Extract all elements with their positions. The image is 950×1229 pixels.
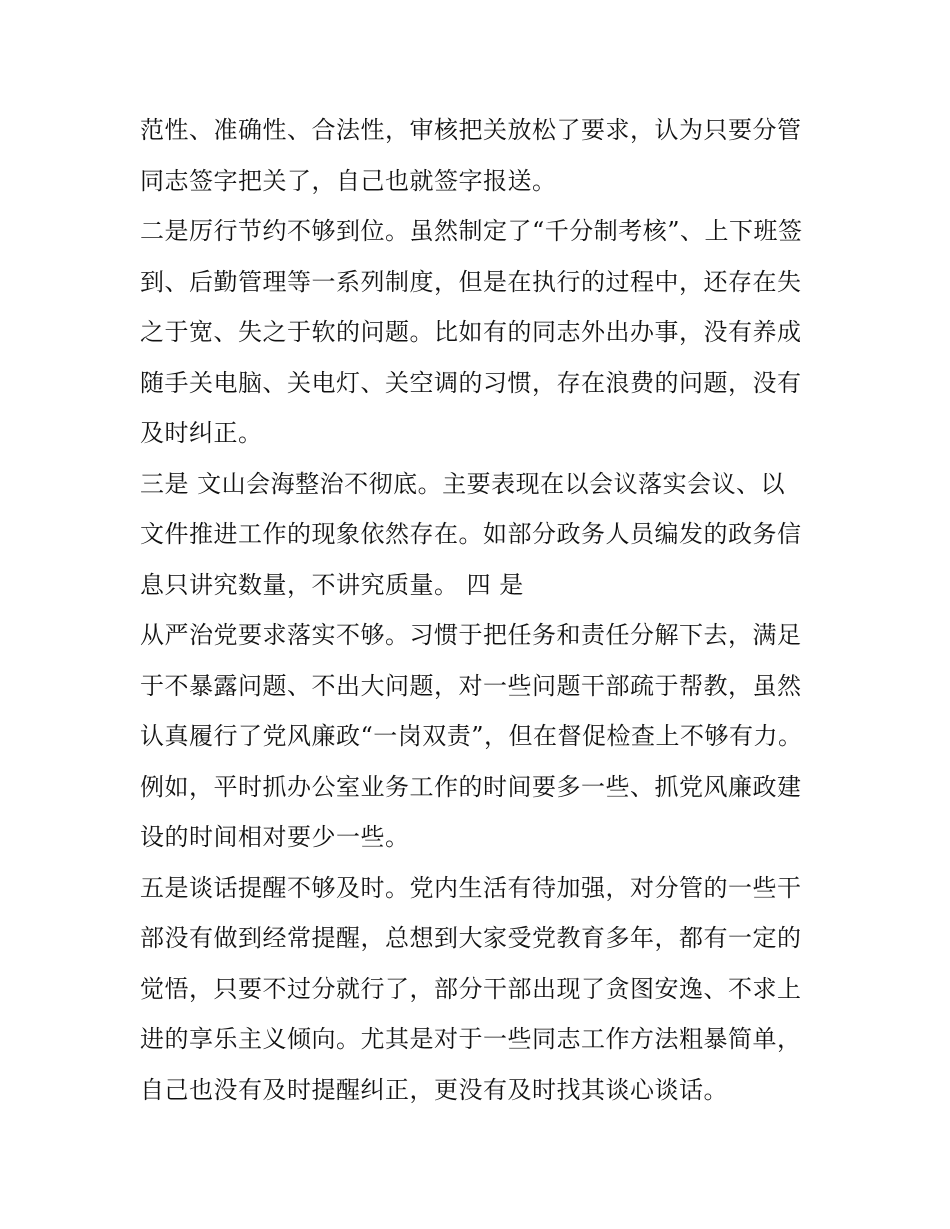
- text-line: 于不暴露问题、不出大问题，对一些问题干部疏于帮教，虽然: [140, 672, 802, 700]
- text-line: 觉悟，只要不过分就行了，部分干部出现了贪图安逸、不求上: [140, 975, 802, 1003]
- text-line: 设的时间相对要少一些。: [140, 823, 410, 851]
- text-line: 文件推进工作的现象依然存在。如部分政务人员编发的政务信: [140, 520, 802, 548]
- text-line: 随手关电脑、关电灯、关空调的习惯，存在浪费的问题，没有: [140, 369, 802, 397]
- text-line: 二是厉行节约不够到位。虽然制定了“千分制考核”、上下班签: [140, 217, 803, 245]
- text-line: 息只讲究数量，不讲究质量。 四 是: [140, 571, 524, 599]
- text-line: 例如，平时抓办公室业务工作的时间要多一些、抓党风廉政建: [140, 773, 802, 801]
- text-line: 之于宽、失之于软的问题。比如有的同志外出办事，没有养成: [140, 318, 802, 346]
- text-line: 到、后勤管理等一系列制度，但是在执行的过程中，还存在失: [140, 268, 802, 296]
- text-line: 自己也没有及时提醒纠正，更没有及时找其谈心谈话。: [140, 1076, 728, 1104]
- text-line: 三是 文山会海整治不彻底。主要表现在以会议落实会议、以: [140, 470, 786, 498]
- text-line: 认真履行了党风廉政“一岗双责”，但在督促检查上不够有力。: [140, 722, 803, 750]
- text-line: 五是谈话提醒不够及时。党内生活有待加强，对分管的一些干: [140, 874, 802, 902]
- text-line: 部没有做到经常提醒，总想到大家受党教育多年，都有一定的: [140, 924, 802, 952]
- text-line: 进的享乐主义倾向。尤其是对于一些同志工作方法粗暴简单，: [140, 1025, 802, 1053]
- text-line: 范性、准确性、合法性，审核把关放松了要求，认为只要分管: [140, 116, 802, 144]
- text-line: 同志签字把关了，自己也就签字报送。: [140, 167, 557, 195]
- text-line: 及时纠正。: [140, 419, 263, 447]
- text-line: 从严治党要求落实不够。习惯于把任务和责任分解下去，满足: [140, 621, 802, 649]
